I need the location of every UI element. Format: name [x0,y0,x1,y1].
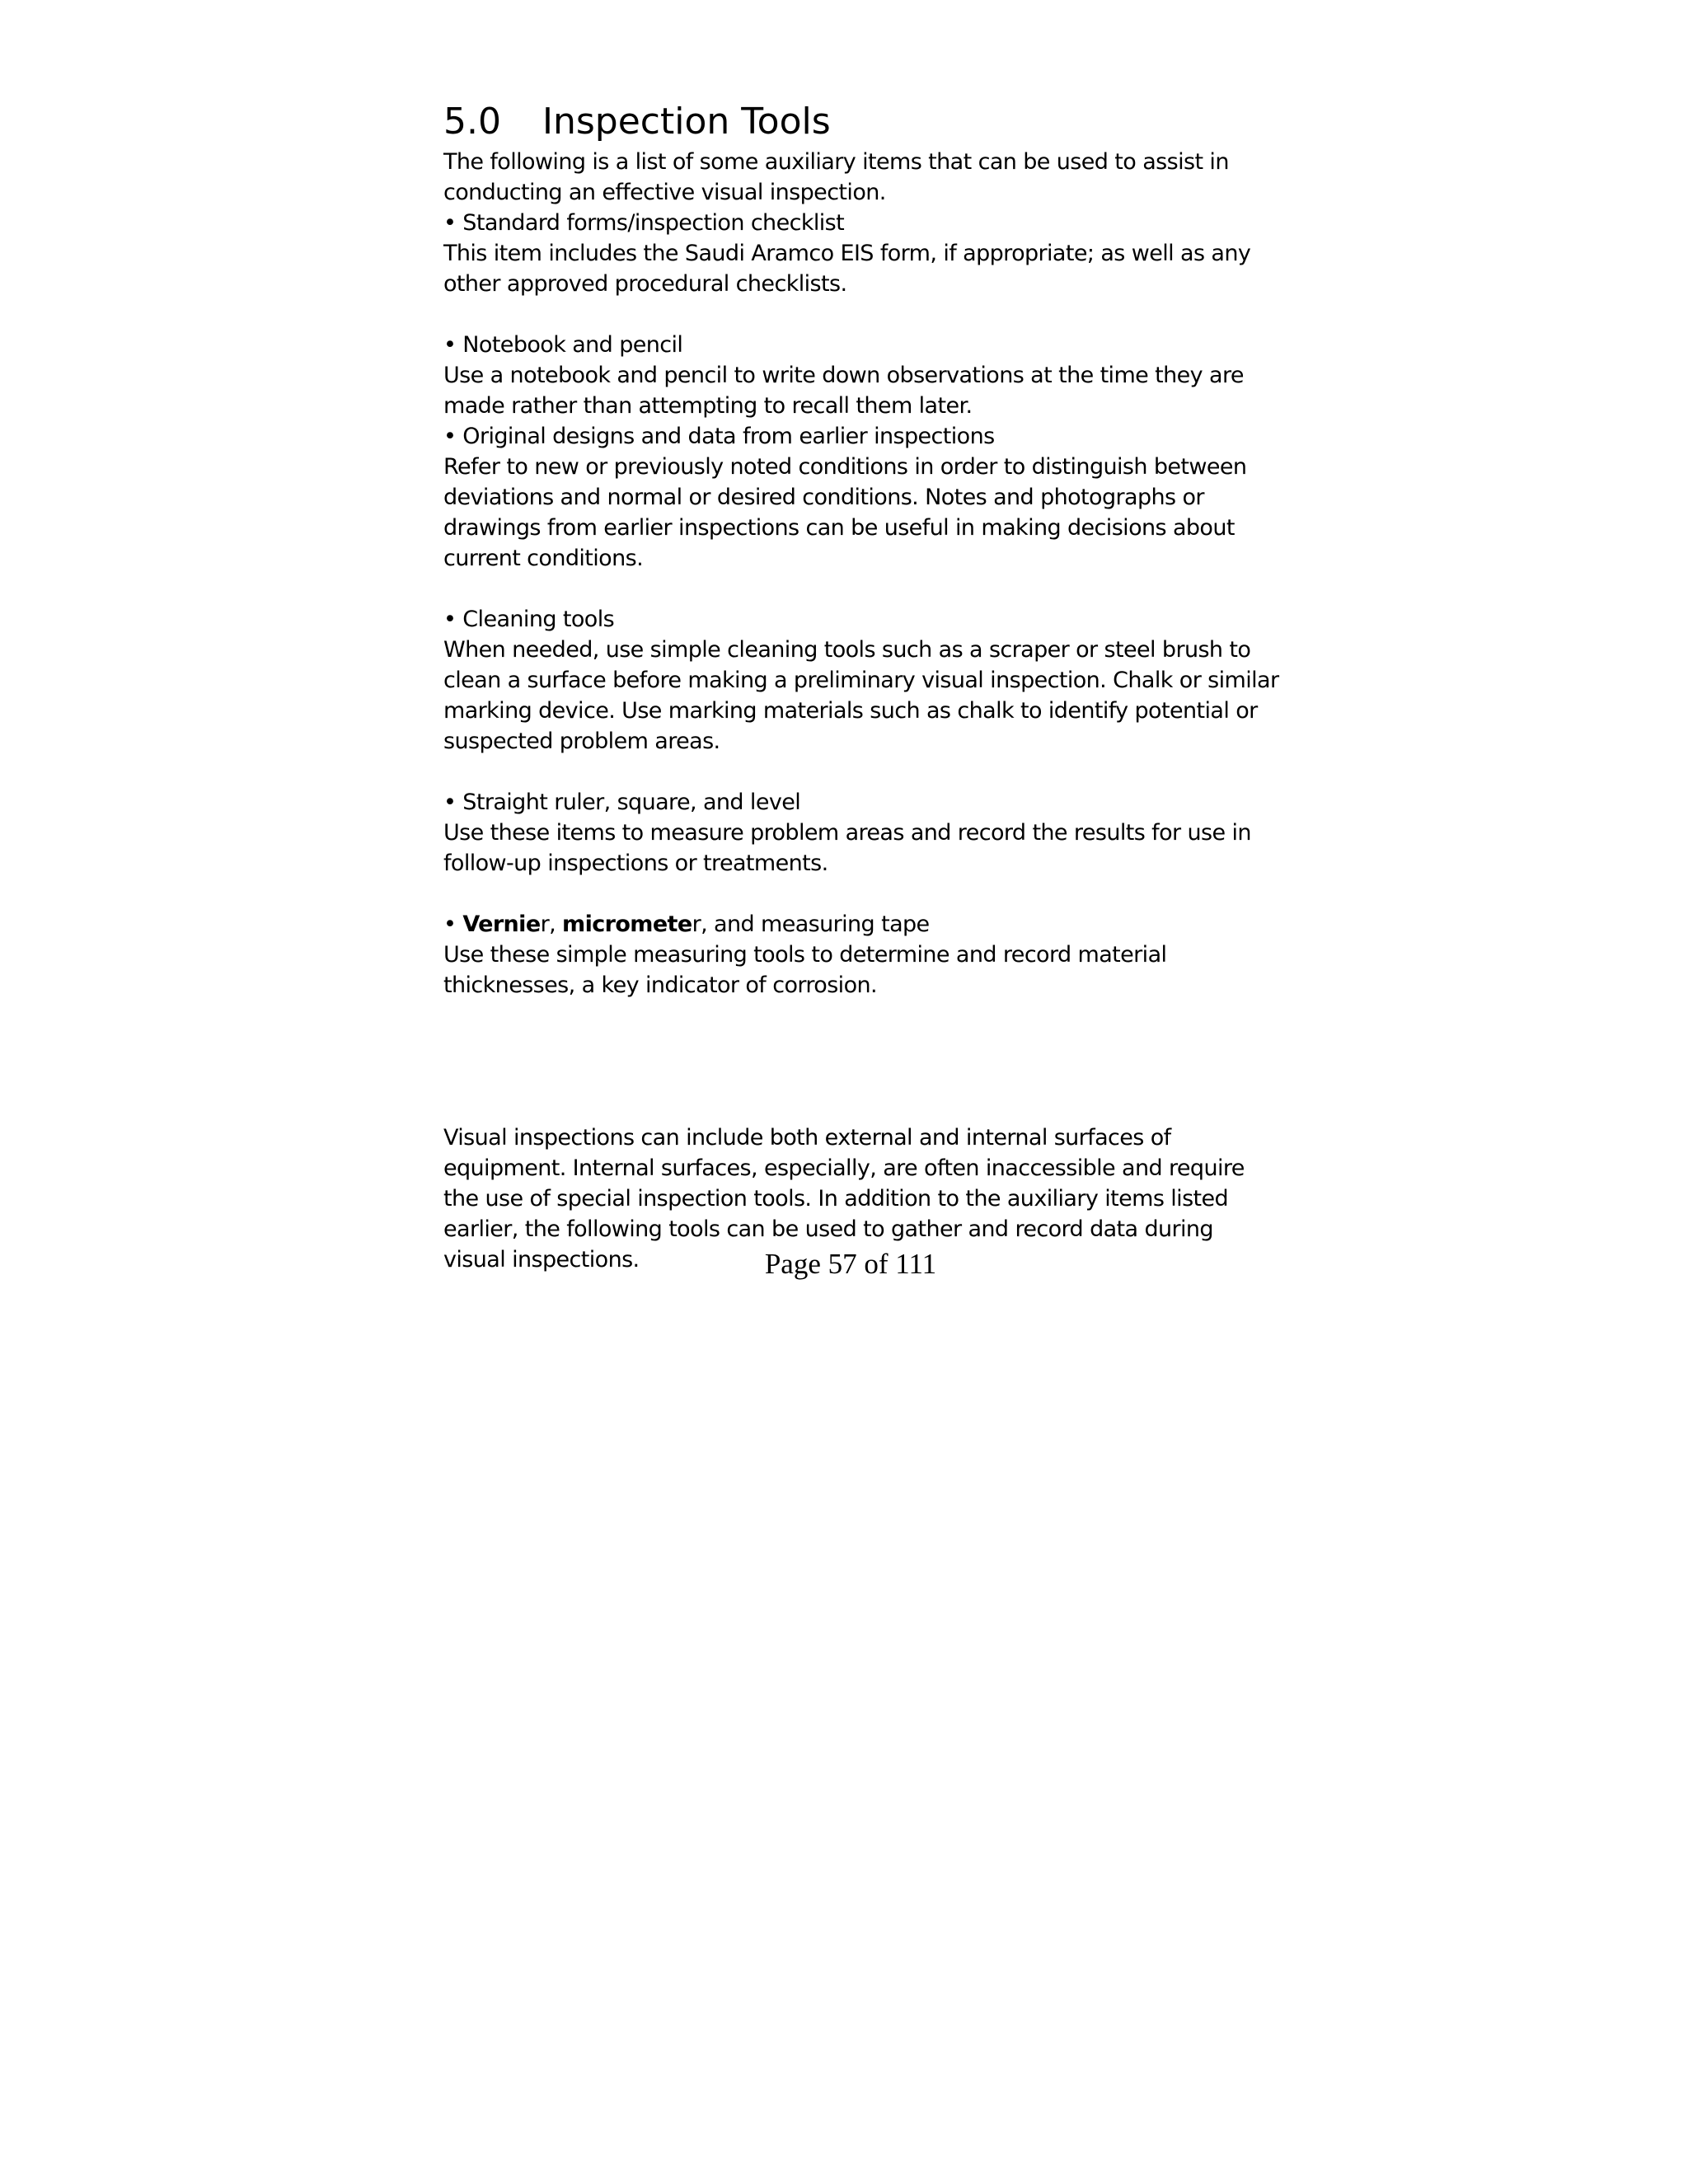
intro-line: conducting an effective visual inspection. [443,180,886,205]
bullet-ruler: • Straight ruler, square, and level [443,790,801,815]
closing-line: earlier, the following tools can be used to gather and record data during [443,1216,1213,1242]
closing-line: visual inspections. [443,1247,640,1272]
spacer [443,299,1268,330]
bullet-cleaning: • Cleaning tools [443,607,615,632]
vernier-text-line: thicknesses, a key indicator of corrosion. [443,972,877,998]
bullet-notebook: • Notebook and pencil [443,332,683,358]
spacer [443,1001,1268,1122]
designs-text-line: current conditions. [443,546,644,571]
micrometer-text: r, and measuring tape [692,912,930,937]
section-number: 5.0 [443,101,501,143]
designs-text-line: Refer to new or previously noted conditions in order to distinguish between [443,454,1247,480]
page-number: Page 57 of 111 [764,1248,937,1280]
page-content [443,97,1279,1275]
micrometer-bold: micromete [562,912,692,937]
bullet-mark: • [443,912,463,937]
cleaning-text-line: suspected problem areas. [443,729,720,754]
spacer [443,757,1268,787]
cleaning-text-line: marking device. Use marking materials such as chalk to identify potential or [443,698,1258,724]
closing-line: Visual inspections can include both external and internal surfaces of [443,1125,1171,1151]
forms-text-line: This item includes the Saudi Aramco EIS form, if appropriate; as well as any [443,241,1251,266]
ruler-text-line: Use these items to measure problem areas and record the results for use in [443,820,1251,846]
vernier-bold: Vernie [462,912,541,937]
section-heading [443,97,1268,147]
vernier-text-line: Use these simple measuring tools to determine and record material [443,942,1167,968]
closing-line: equipment. Internal surfaces, especially, are often inaccessible and require [443,1155,1245,1181]
notebook-text-line: made rather than attempting to recall them later. [443,393,973,419]
notebook-text-line: Use a notebook and pencil to write down observations at the time they are [443,363,1244,388]
forms-text-line: other approved procedural checklists. [443,271,847,297]
vernier-text: r, [540,912,563,937]
designs-text-line: drawings from earlier inspections can be useful in making decisions about [443,515,1235,541]
bullet-vernier [443,909,1268,940]
cleaning-text-line: clean a surface before making a preliminary visual inspection. Chalk or similar [443,668,1279,693]
bullet-forms: • Standard forms/inspection checklist [443,210,845,236]
ruler-text-line: follow-up inspections or treatments. [443,851,828,876]
spacer [443,879,1268,909]
cleaning-text-line: When needed, use simple cleaning tools such as a scraper or steel brush to [443,637,1251,663]
closing-line: the use of special inspection tools. In addition to the auxiliary items listed [443,1186,1229,1212]
designs-text-line: deviations and normal or desired conditions. Notes and photographs or [443,485,1204,510]
spacer [443,574,1268,604]
bullet-designs: • Original designs and data from earlier inspections [443,424,995,449]
section-title: Inspection Tools [542,101,831,143]
intro-line: The following is a list of some auxiliary items that can be used to assist in [443,149,1229,175]
